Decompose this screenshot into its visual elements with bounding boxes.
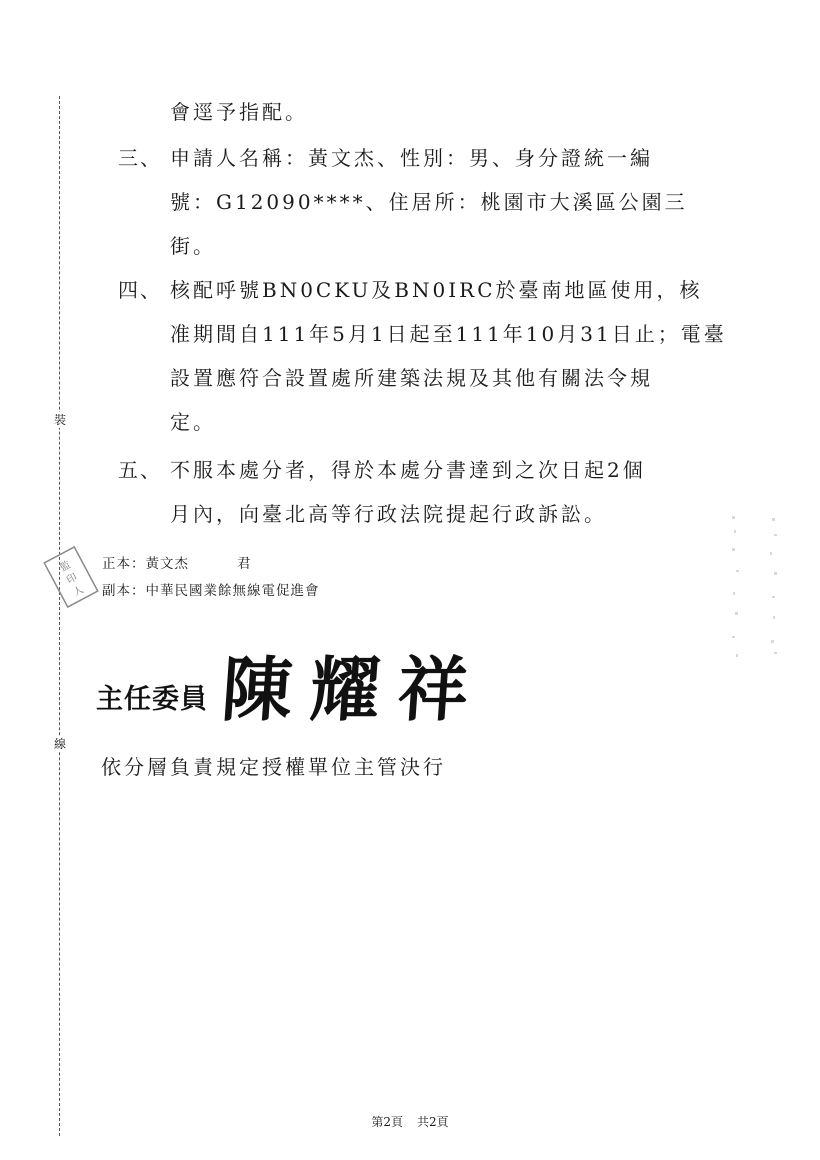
copy-recipient [102,580,320,602]
item-number: 三、 [118,146,162,170]
continuation-paragraph [118,90,718,134]
original-recipient [102,553,252,575]
item-text: 不服本處分者，得於本處分書達到之次日起2個 [170,458,646,482]
signature-title: 主任委員 [96,684,208,715]
item-text: 核配呼號BN0CKU及BN0IRC於臺南地區使用，核 [170,278,703,302]
signature-block [96,636,489,736]
copy-label: 副本： [102,583,146,599]
svg-text:監: 監 [58,559,73,575]
item-five [118,448,718,536]
page-total: 共2頁 [417,1115,449,1129]
signature-name: 陳耀祥 [219,649,489,731]
item-line: 定。 [170,410,216,434]
page-footer [0,1113,820,1130]
item-number: 五、 [118,458,162,482]
binding-mark-bottom: 線 [53,737,66,751]
item-line [118,268,718,312]
item-line [118,136,718,180]
continuation-line: 會逕予指配。 [170,100,308,124]
copy-org: 中華民國業餘無線電促進會 [145,583,320,599]
item-line: 准期間自111年5月1日起至111年10月31日止；電臺 [170,322,727,346]
item-number: 四、 [118,278,162,302]
svg-text:人: 人 [71,584,86,599]
scan-artifact [728,512,788,662]
item-text: 申請人名稱：黃文杰、性別：男、身分證統一編 [170,146,653,170]
item-line [118,448,718,492]
seal-stamp-icon [42,546,100,608]
page-number: 第2頁 [371,1115,403,1129]
original-suffix: 君 [237,556,252,572]
delegation-statement: 依分層負責規定授權單位主管決行 [101,755,446,779]
item-line: 月內，向臺北高等行政法院提起行政訴訟。 [170,502,607,526]
svg-text:印: 印 [65,572,80,587]
item-line: 街。 [170,234,216,258]
binding-line [59,96,60,1136]
item-line: 號：G12090****、住居所：桃園市大溪區公園三 [170,190,688,214]
original-name: 黃文杰 [145,556,189,572]
item-three [118,136,718,268]
original-label: 正本： [102,556,146,572]
item-line: 設置應符合設置處所建築法規及其他有關法令規 [170,366,653,390]
binding-mark-top: 裝 [53,413,66,427]
item-four [118,268,727,444]
